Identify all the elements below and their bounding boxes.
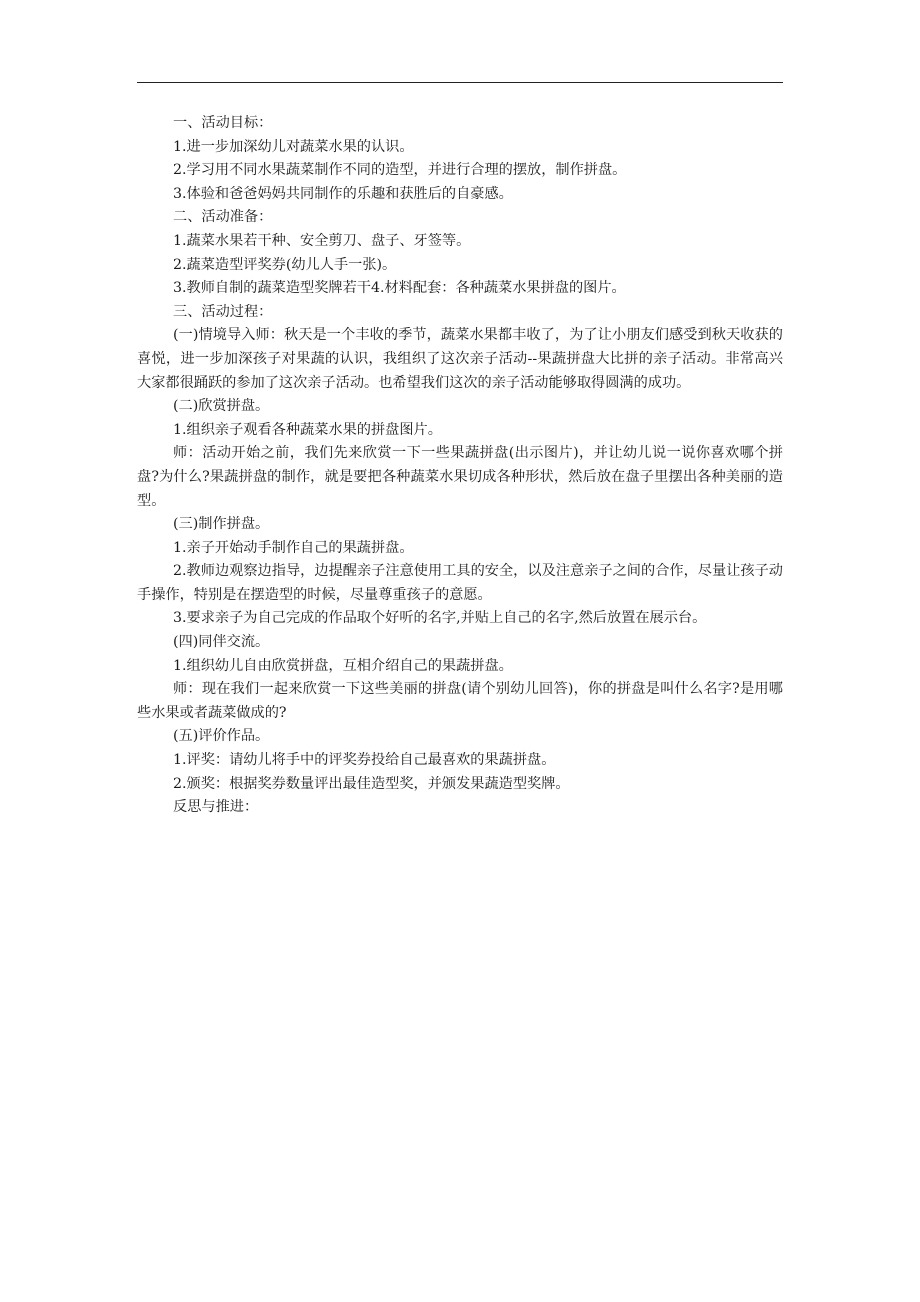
list-item: 2.颁奖：根据奖券数量评出最佳造型奖，并颁发果蔬造型奖牌。	[173, 775, 570, 792]
list-item: 1.蔬菜水果若干种、安全剪刀、盘子、牙签等。	[173, 232, 471, 249]
section-heading-goals: 一、活动目标：	[173, 115, 273, 131]
list-item: 2.蔬菜造型评奖券(幼儿人手一张)。	[173, 256, 397, 273]
body-paragraph: 师：现在我们一起来欣赏一下这些美丽的拼盘(请个别幼儿回答)，你的拼盘是叫什么名字?是用哪些水果或者蔬菜做成的?	[137, 681, 783, 721]
subsection-heading: (四)同伴交流。	[173, 634, 270, 651]
list-item: 2.教师边观察边指导，边提醒亲子注意使用工具的安全，以及注意亲子之间的合作，尽量让孩子动手操作，特别是在摆造型的时候，尽量尊重孩子的意愿。	[137, 563, 783, 603]
list-item: 3.体验和爸爸妈妈共同制作的乐趣和获胜后的自豪感。	[173, 185, 513, 202]
list-item: 1.亲子开始动手制作自己的果蔬拼盘。	[173, 539, 414, 556]
list-item: 3.要求亲子为自己完成的作品取个好听的名字,并贴上自己的名字,然后放置在展示台。	[173, 610, 707, 627]
section-heading-preparation: 二、活动准备：	[173, 209, 273, 226]
list-item: 1.组织幼儿自由欣赏拼盘，互相介绍自己的果蔬拼盘。	[173, 657, 513, 674]
body-paragraph: 师：活动开始之前，我们先来欣赏一下一些果蔬拼盘(出示图片)，并让幼儿说一说你喜欢哪个拼盘?为什么?果蔬拼盘的制作，就是要把各种蔬菜水果切成各种形状，然后放在盘子里摆出各种美丽的造型。	[137, 445, 783, 509]
subsection-heading: (五)评价作品。	[173, 728, 270, 745]
list-item: 2.学习用不同水果蔬菜制作不同的造型，并进行合理的摆放，制作拼盘。	[173, 162, 627, 179]
header-rule	[137, 82, 783, 83]
subsection-heading: (二)欣赏拼盘。	[173, 398, 270, 415]
section-heading-reflection: 反思与推进：	[173, 799, 259, 816]
subsection-heading: (三)制作拼盘。	[173, 516, 270, 533]
list-item: 1.评奖：请幼儿将手中的评奖券投给自己最喜欢的果蔬拼盘。	[173, 752, 556, 769]
section-heading-process: 三、活动过程：	[173, 303, 273, 320]
document-body	[137, 112, 783, 820]
body-paragraph: (一)情境导入师：秋天是一个丰收的季节，蔬菜水果都丰收了，为了让小朋友们感受到秋天收获的喜悦，进一步加深孩子对果蔬的认识，我组织了这次亲子活动--果蔬拼盘大比拼的亲子活动。非常高兴大家都很踊跃的参加了这次亲子活动。也希望我们这次的亲子活动能够取得圆满的成功。	[137, 327, 783, 391]
list-item: 1.进一步加深幼儿对蔬菜水果的认识。	[173, 138, 414, 155]
list-item: 1.组织亲子观看各种蔬菜水果的拼盘图片。	[173, 421, 442, 438]
list-item: 3.教师自制的蔬菜造型奖牌若干4.材料配套：各种蔬菜水果拼盘的图片。	[173, 280, 626, 297]
